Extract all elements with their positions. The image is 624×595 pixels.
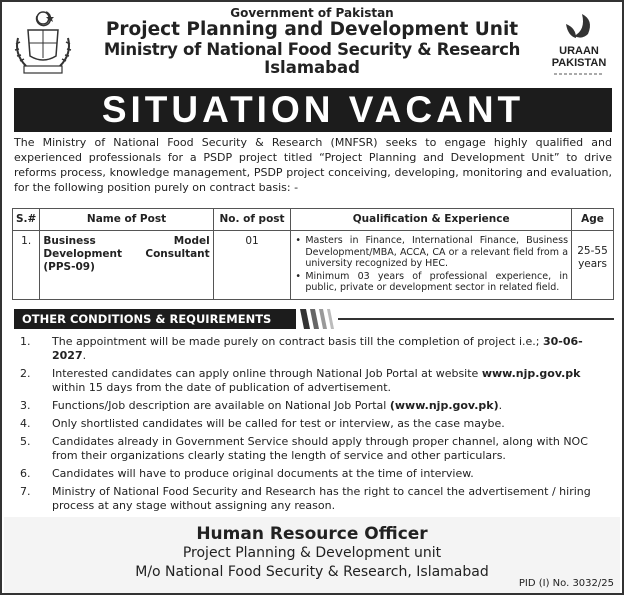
condition-text: Candidates already in Government Service should apply through proper channel, along with NOC from their organizations clearly stating the length of service and other particulars. xyxy=(52,435,588,462)
situation-vacant-banner: SITUATION VACANT xyxy=(14,88,612,132)
footer-title: Human Resource Officer xyxy=(196,524,428,544)
condition-after: . xyxy=(82,349,87,362)
condition-item xyxy=(14,367,612,395)
header-titles xyxy=(72,6,552,77)
condition-text: Functions/Job description are available on National Job Portal xyxy=(52,399,390,412)
col-header-post: Name of Post xyxy=(40,209,213,231)
ministry-title: Ministry of National Food Security & Research xyxy=(103,40,521,59)
posts-table xyxy=(12,208,614,300)
conditions-list xyxy=(14,335,612,535)
table-row xyxy=(13,231,614,300)
condition-text: Ministry of National Food Security and Research has the right to cancel the advertisement / hiring process at any stage without assigning any reason. xyxy=(52,485,591,512)
footer xyxy=(4,517,620,593)
qualification-item: • Masters in Finance, International Finance, Business Development/MBA, ACCA, CA or a relevant field from a university recognized by HEC. xyxy=(294,235,568,270)
condition-number: 5. xyxy=(20,435,31,448)
conditions-heading: OTHER CONDITIONS & REQUIREMENTS xyxy=(14,309,296,329)
condition-after: . xyxy=(498,399,503,412)
experience-item: • Minimum 03 years of professional experience, in public, private or development sector in related field. xyxy=(294,271,568,294)
table-header-row xyxy=(13,209,614,231)
pid-number: PID (I) No. 3032/25 xyxy=(518,578,614,589)
condition-item xyxy=(14,467,612,481)
condition-number: 2. xyxy=(20,367,31,380)
heading-divider xyxy=(338,318,614,320)
unit-title: Project Planning and Development Unit xyxy=(105,19,519,40)
col-header-age: Age xyxy=(572,209,614,231)
condition-number: 1. xyxy=(20,335,31,348)
cell-sno: 1. xyxy=(13,231,40,300)
intro-paragraph: The Ministry of National Food Security & Research (MNFSR) seeks to engage highly qualified and experienced professionals for a PSDP project titled “Project Planning and Development Unit” to drive reforms process, knowledge management, PSDP project conceiving, developing, monitoring and evaluation, for the following position purely on contract basis: - xyxy=(14,136,612,194)
footer-unit: Project Planning & Development unit xyxy=(182,545,442,561)
uraan-logo-line1: URAAN xyxy=(559,45,599,57)
condition-item xyxy=(14,435,612,463)
condition-item xyxy=(14,485,612,513)
condition-text: Interested candidates can apply online through National Job Portal at website xyxy=(52,367,482,380)
uraan-pakistan-logo xyxy=(542,10,616,84)
pakistan-emblem-icon xyxy=(10,8,76,78)
col-header-qualification: Qualification & Experience xyxy=(291,209,572,231)
condition-bold: (www.njp.gov.pk) xyxy=(389,399,499,412)
footer-ministry: M/o National Food Security & Research, Islamabad xyxy=(135,564,489,580)
condition-after: within 15 days from the date of publication of advertisement. xyxy=(52,381,392,394)
condition-item xyxy=(14,399,612,413)
condition-text: Only shortlisted candidates will be called for test or interview, as the case maybe. xyxy=(52,417,505,430)
cell-age: 25-55 years xyxy=(572,231,614,300)
government-label: Government of Pakistan xyxy=(230,6,394,20)
condition-number: 3. xyxy=(20,399,31,412)
header xyxy=(2,2,622,88)
cell-qualification xyxy=(291,231,572,300)
uraan-logo-line2: PAKISTAN xyxy=(551,57,607,69)
condition-number: 7. xyxy=(20,485,31,498)
city-title: Islamabad xyxy=(264,58,360,77)
col-header-count: No. of post xyxy=(213,209,291,231)
condition-item xyxy=(14,417,612,431)
cell-post: Business Model Development Consultant (PPS-09) xyxy=(40,231,213,300)
condition-text: Candidates will have to produce original documents at the time of interview. xyxy=(52,467,474,480)
condition-bold: 30-06-2027 xyxy=(52,335,583,362)
condition-number: 4. xyxy=(20,417,31,430)
condition-bold: www.njp.gov.pk xyxy=(481,367,581,380)
cell-count: 01 xyxy=(213,231,291,300)
col-header-sno: S.# xyxy=(13,209,40,231)
condition-item xyxy=(14,335,612,363)
stripes-decoration xyxy=(298,307,338,331)
condition-text: The appointment will be made purely on contract basis till the completion of project i.e.; xyxy=(52,335,543,348)
condition-number: 6. xyxy=(20,467,31,480)
